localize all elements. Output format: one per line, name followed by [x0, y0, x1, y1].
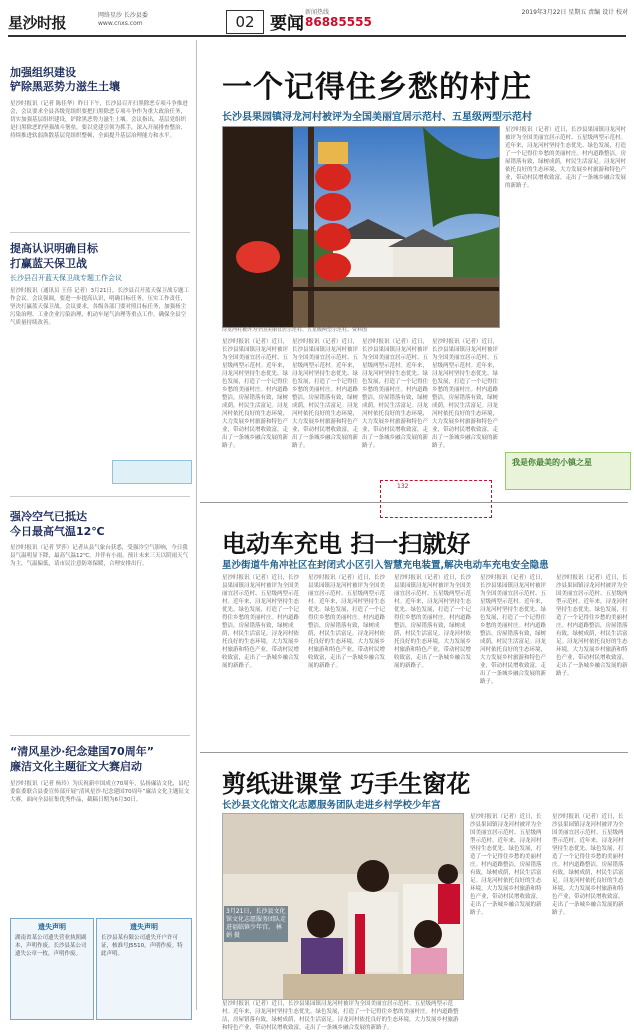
story-headline: 电动车充电 扫一扫就好 — [222, 530, 471, 558]
photo-caption: 浔龙河村被评为全国美丽宜居示范村、五星级两型示范村。资料图 — [222, 327, 368, 333]
main-headline: 一个记得住乡愁的村庄 — [222, 70, 532, 105]
story-body: 星沙时报讯（记者 罗莎）记者从县气象台获悉，受强冷空气影响，今日我县气温明显下降，最高气温12℃，并伴有小雨。预计未来三天以阴雨天气为主，气温偏低，请市民注意防寒保暖，合理安排出行。 — [10, 545, 189, 567]
story-headline: “清风星沙·纪念建国70周年” — [10, 745, 154, 758]
story-headline: 强冷空气已抵达 — [10, 510, 87, 523]
article-column: 星沙时报讯（记者）近日，长沙县果园镇浔龙河村被评为全国美丽宜居示范村、五星级两型示范村。近年来，浔龙河村坚持生态优先、绿色发展，打造了一个记得住乡愁的美丽村庄。村内道路整洁，房屋错落有致，绿树成荫，村民生活富足。浔龙河村依托良好的生态环境，大力发展乡村旅游和特色产业，带动村民增收致富，走出了一条城乡融合发展的新路子。 — [222, 339, 289, 449]
story-divider — [10, 735, 190, 736]
story-headline: 剪纸进课堂 巧手生窗花 — [222, 770, 471, 798]
story-body: 星沙时报讯（记者 杨玲）为庆祝新中国成立70周年，弘扬廉洁文化，县纪委监委联合县委宣传部开展“清风星沙·纪念建国70周年”廉洁文化主题征文大赛，面向全县征集优秀作品，截稿日期为6月30日。 — [10, 781, 190, 803]
notice-title: 遗失声明 — [38, 923, 66, 931]
story-headline: 今日最高气温12℃ — [10, 525, 105, 538]
story-divider — [200, 752, 628, 753]
story-divider — [10, 496, 190, 497]
article-column: 星沙时报讯（记者）近日，长沙县果园镇浔龙河村被评为全国美丽宜居示范村、五星级两型示范村。近年来，浔龙河村坚持生态优先、绿色发展，打造了一个记得住乡愁的美丽村庄。村内道路整洁，房屋错落有致，绿树成荫，村民生活富足。浔龙河村依托良好的生态环境，大力发展乡村旅游和特色产业，带动村民增收致富，走出了一条城乡融合发展的新路子。 — [362, 339, 429, 449]
article-column: 星沙时报讯（记者）近日，长沙县果园镇浔龙河村被评为全国美丽宜居示范村、五星级两型示范村。近年来，浔龙河村坚持生态优先、绿色发展，打造了一个记得住乡愁的美丽村庄。村内道路整洁，房屋错落有致，绿树成荫，村民生活富足。浔龙河村依托良好的生态环境，大力发展乡村旅游和特色产业，带动村民增收致富，走出了一条城乡融合发展的新路子。 — [480, 575, 547, 685]
article-column: 星沙时报讯（记者）近日，长沙县果园镇浔龙河村被评为全国美丽宜居示范村、五星级两型示范村。近年来，浔龙河村坚持生态优先、绿色发展，打造了一个记得住乡愁的美丽村庄。村内道路整洁，房屋错落有致，绿树成荫，村民生活富足。浔龙河村依托良好的生态环境，大力发展乡村旅游和特色产业，带动村民增收致富，走出了一条城乡融合发展的新路子。 — [222, 1001, 459, 1031]
lantern-street-illustration — [223, 127, 499, 327]
notice-box — [96, 918, 192, 1020]
story-headline: 打赢蓝天保卫战 — [10, 257, 87, 270]
hotline-number: 86885555 — [305, 15, 372, 29]
campaign-banner — [505, 452, 631, 490]
story-headline: 加强组织建设 — [10, 66, 76, 79]
page-marker: 132 — [397, 483, 409, 490]
story-subhead: 长沙县召开蓝天保卫战专题工作会议 — [10, 274, 122, 282]
notice-box — [10, 918, 94, 1020]
article-column: 星沙时报讯（记者）近日，长沙县果园镇浔龙河村被评为全国美丽宜居示范村、五星级两型示范村。近年来，浔龙河村坚持生态优先、绿色发展，打造了一个记得住乡愁的美丽村庄。村内道路整洁，房屋错落有致，绿树成荫，村民生活富足。浔龙河村依托良好的生态环境，大力发展乡村旅游和特色产业，带动村民增收致富，走出了一条城乡融合发展的新路子。 — [552, 814, 624, 916]
article-column: 星沙时报讯（记者）近日，长沙县果园镇浔龙河村被评为全国美丽宜居示范村、五星级两型示范村。近年来，浔龙河村坚持生态优先、绿色发展，打造了一个记得住乡愁的美丽村庄。村内道路整洁，房屋错落有致，绿树成荫，村民生活富足。浔龙河村依托良好的生态环境，大力发展乡村旅游和特色产业，带动村民增收致富，走出了一条城乡融合发展的新路子。 — [505, 127, 627, 189]
village-photo — [222, 126, 500, 328]
story-subhead: 长沙县文化馆文化志愿服务团队走进乡村学校少年宫 — [222, 800, 441, 811]
article-column: 星沙时报讯（记者）近日，长沙县果园镇浔龙河村被评为全国美丽宜居示范村、五星级两型示范村。近年来，浔龙河村坚持生态优先、绿色发展，打造了一个记得住乡愁的美丽村庄。村内道路整洁，房屋错落有致，绿树成荫，村民生活富足。浔龙河村依托良好的生态环境，大力发展乡村旅游和特色产业，带动村民增收致富，走出了一条城乡融合发展的新路子。 — [394, 575, 472, 669]
story-headline: 廉洁文化主题征文大赛启动 — [10, 760, 142, 773]
article-column: 星沙时报讯（记者）近日，长沙县果园镇浔龙河村被评为全国美丽宜居示范村、五星级两型示范村。近年来，浔龙河村坚持生态优先、绿色发展，打造了一个记得住乡愁的美丽村庄。村内道路整洁，房屋错落有致，绿树成荫，村民生活富足。浔龙河村依托良好的生态环境，大力发展乡村旅游和特色产业，带动村民增收致富，走出了一条城乡融合发展的新路子。 — [556, 575, 628, 677]
story-headline: 铲除黑恶势力滋生土壤 — [10, 80, 120, 93]
notice-body: 长沙县某有限公司遗失开户许可证，核准号J5510，声明作废。特此声明。 — [101, 935, 183, 957]
story-body: 星沙时报讯（通讯员 王佳 记者）3月21日，长沙县召开蓝天保卫战专题工作会议。会议强调，要进一步提高认识，明确目标任务，压实工作责任，坚决打赢蓝天保卫战。会议要求，各级各部门要对照目标任务，加强扬尘污染治理、工业企业污染治理、机动车尾气治理等重点工作，确保全县空气质量持续改善。 — [10, 288, 189, 326]
notice-title: 遗失声明 — [130, 923, 158, 931]
story-divider — [200, 502, 628, 503]
photo-caption: 3月21日，长沙县文化馆文化志愿服务团队走进福临镇少年宫。 林娟 摄 — [224, 906, 288, 942]
notice-body: 湖南省某公司遗失营业执照副本，声明作废。长沙县某公司遗失公章一枚，声明作废。 — [15, 935, 87, 957]
hotline-label: 新闻热线 — [305, 9, 330, 16]
story-divider — [10, 232, 190, 233]
article-column: 星沙时报讯（记者）近日，长沙县果园镇浔龙河村被评为全国美丽宜居示范村、五星级两型示范村。近年来，浔龙河村坚持生态优先、绿色发展，打造了一个记得住乡愁的美丽村庄。村内道路整洁，房屋错落有致，绿树成荫，村民生活富足。浔龙河村依托良好的生态环境，大力发展乡村旅游和特色产业，带动村民增收致富，走出了一条城乡融合发展的新路子。 — [222, 575, 300, 669]
newspaper-logo: 星沙时报 — [8, 14, 67, 32]
ad-banner — [112, 460, 192, 484]
story-headline: 提高认识明确目标 — [10, 242, 98, 255]
article-column: 星沙时报讯（记者）近日，长沙县果园镇浔龙河村被评为全国美丽宜居示范村、五星级两型示范村。近年来，浔龙河村坚持生态优先、绿色发展，打造了一个记得住乡愁的美丽村庄。村内道路整洁，房屋错落有致，绿树成荫，村民生活富足。浔龙河村依托良好的生态环境，大力发展乡村旅游和特色产业，带动村民增收致富，走出了一条城乡融合发展的新路子。 — [432, 339, 499, 449]
story-subhead: 星沙街道牛角冲社区在封闭式小区引入智慧充电装置,解决电动车充电安全隐患 — [222, 560, 549, 571]
header-divider — [8, 35, 626, 37]
column-divider — [196, 40, 197, 1010]
issue-date: 2019年3月22日 星期五 责编 设计 校对 — [521, 9, 628, 16]
story-body: 星沙时报讯（记者 陈佳华）昨日下午，长沙县召开扫黑除恶专项斗争推进会，会议要求全县各级党组织要把扫黑除恶专项斗争作为重大政治任务，切实加强基层组织建设，铲除黑恶势力滋生土壤。会议指出，基层党组织是扫黑除恶的坚强战斗堡垒，要以党建引领为抓手，深入开展排查整治，持续推进软弱涣散基层党组织整顿，全面提升基层治理能力和水平。 — [10, 101, 188, 139]
banner-title: 我是你最美的小镇之星 — [512, 458, 592, 467]
article-column: 星沙时报讯（记者）近日，长沙县果园镇浔龙河村被评为全国美丽宜居示范村、五星级两型示范村。近年来，浔龙河村坚持生态优先、绿色发展，打造了一个记得住乡愁的美丽村庄。村内道路整洁，房屋错落有致，绿树成荫，村民生活富足。浔龙河村依托良好的生态环境，大力发展乡村旅游和特色产业，带动村民增收致富，走出了一条城乡融合发展的新路子。 — [470, 814, 542, 916]
logo-subtitle: 网络星沙 长沙县委 www.cnxs.com — [98, 12, 148, 27]
section-title: 要闻 — [270, 14, 304, 34]
article-column: 星沙时报讯（记者）近日，长沙县果园镇浔龙河村被评为全国美丽宜居示范村、五星级两型示范村。近年来，浔龙河村坚持生态优先、绿色发展，打造了一个记得住乡愁的美丽村庄。村内道路整洁，房屋错落有致，绿树成荫，村民生活富足。浔龙河村依托良好的生态环境，大力发展乡村旅游和特色产业，带动村民增收致富，走出了一条城乡融合发展的新路子。 — [292, 339, 359, 449]
page-number: 02 — [226, 10, 264, 34]
main-subhead: 长沙县果园镇浔龙河村被评为全国美丽宜居示范村、五星级两型示范村 — [222, 112, 532, 123]
article-column: 星沙时报讯（记者）近日，长沙县果园镇浔龙河村被评为全国美丽宜居示范村、五星级两型示范村。近年来，浔龙河村坚持生态优先、绿色发展，打造了一个记得住乡愁的美丽村庄。村内道路整洁，房屋错落有致，绿树成荫，村民生活富足。浔龙河村依托良好的生态环境，大力发展乡村旅游和特色产业，带动村民增收致富，走出了一条城乡融合发展的新路子。 — [308, 575, 386, 669]
